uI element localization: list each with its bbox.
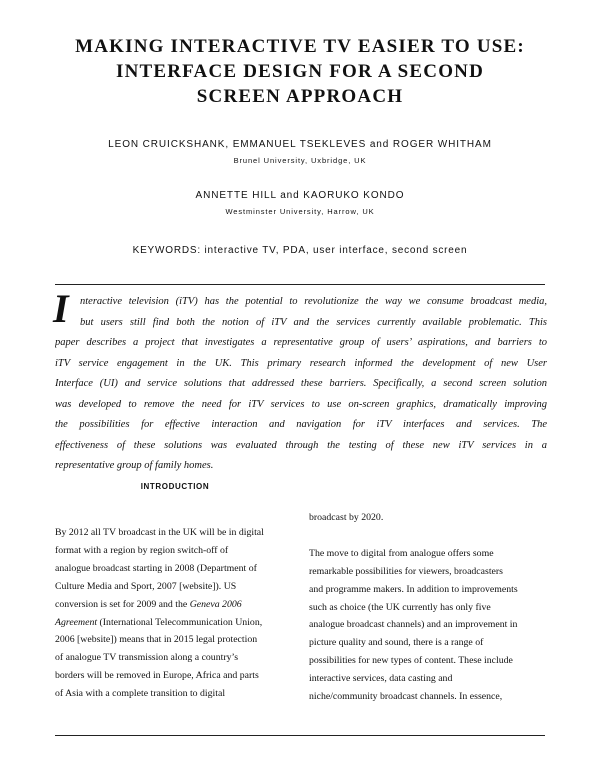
abstract-line: paper describes a project that investigates a representative group of users’ aspirations, and barriers to xyxy=(55,337,547,348)
title-line: MAKING INTERACTIVE TV EASIER TO USE: xyxy=(75,36,525,57)
title-line: SCREEN APPROACH xyxy=(196,86,404,107)
abstract xyxy=(53,286,547,477)
body-line xyxy=(55,614,295,632)
abstract-line: representative group of family homes. xyxy=(55,460,214,471)
keywords: KEYWORDS: interactive TV, PDA, user interface, second screen xyxy=(132,245,468,256)
body-line: and programme makers. In addition to improvements xyxy=(309,583,518,595)
body-line: broadcast by 2020. xyxy=(309,512,384,523)
abstract-line: effectiveness of these solutions was evaluated through the testing of these new iTV services in a xyxy=(55,439,547,451)
body-line: interactive services, data casting and xyxy=(309,673,453,685)
bottom-divider xyxy=(55,735,545,736)
abstract-line: iTV service engagement in the UK. This primary research informed the development of new User xyxy=(55,357,547,369)
body-text: (International Telecommunication Union, xyxy=(97,616,263,628)
abstract-dropcap: I xyxy=(53,286,69,331)
paper-title xyxy=(30,34,570,109)
left-column xyxy=(55,524,295,703)
body-italic: Geneva 2006 xyxy=(189,598,242,610)
abstract-line: nteractive television (iTV) has the potential to revolutionize the way we consume broadcast media, xyxy=(80,296,547,307)
body-line: The move to digital from analogue offers some xyxy=(309,547,494,559)
abstract-line: but users still find both the notion of iTV and the services currently available problematic. This xyxy=(80,316,547,328)
body-line: possibilities for new types of content. These include xyxy=(309,655,513,667)
body-line: of Asia with a complete transition to digital xyxy=(55,688,226,700)
body-line: such as choice (the UK currently has only five xyxy=(309,601,491,613)
top-divider xyxy=(55,284,545,285)
right-column xyxy=(309,509,549,706)
body-line: picture quality and sound, there is a range of xyxy=(309,637,484,649)
abstract-line: Interface (UI) and service solutions that addressed these barriers. Specifically, a second screen solution xyxy=(55,378,547,389)
body-line: borders will be removed in Europe, Africa and parts xyxy=(55,670,259,682)
body-line: format with a region by region switch-off of xyxy=(55,544,229,556)
body-italic: Agreement xyxy=(55,616,98,628)
paragraph-gap xyxy=(309,527,549,545)
affiliation-1: Brunel University, Uxbridge, UK xyxy=(233,156,367,165)
body-line: niche/community broadcast channels. In essence, xyxy=(309,691,503,703)
body-line xyxy=(55,596,295,614)
section-heading: INTRODUCTION xyxy=(140,482,210,491)
title-line: INTERFACE DESIGN FOR A SECOND xyxy=(115,61,485,82)
body-line: of analogue TV transmission along a country’s xyxy=(55,652,239,664)
body-text: conversion is set for 2009 and the xyxy=(55,598,190,610)
body-line: 2006 [website]) means that in 2015 legal protection xyxy=(55,634,258,646)
body-line: analogue broadcast starting in 2008 (Department of xyxy=(55,562,257,574)
body-line: remarkable possibilities for viewers, broadcasters xyxy=(309,565,503,577)
body-line: By 2012 all TV broadcast in the UK will be in digital xyxy=(55,527,264,538)
body-line: Culture Media and Sport, 2007 [website]). US xyxy=(55,580,237,592)
authors-line-1: LEON CRUICKSHANK, EMMANUEL TSEKLEVES and ROGER WHITHAM xyxy=(108,139,492,150)
abstract-line: was developed to remove the need for iTV services to use on-screen graphics, dramatically improving xyxy=(55,398,547,410)
body-line: analogue broadcast channels) and an improvement in xyxy=(309,619,518,631)
affiliation-2: Westminster University, Harrow, UK xyxy=(225,207,375,216)
abstract-line: the possibilities for effective interaction and navigation for iTV interfaces and services. The xyxy=(55,419,547,430)
authors-line-2: ANNETTE HILL and KAORUKO KONDO xyxy=(195,190,405,201)
